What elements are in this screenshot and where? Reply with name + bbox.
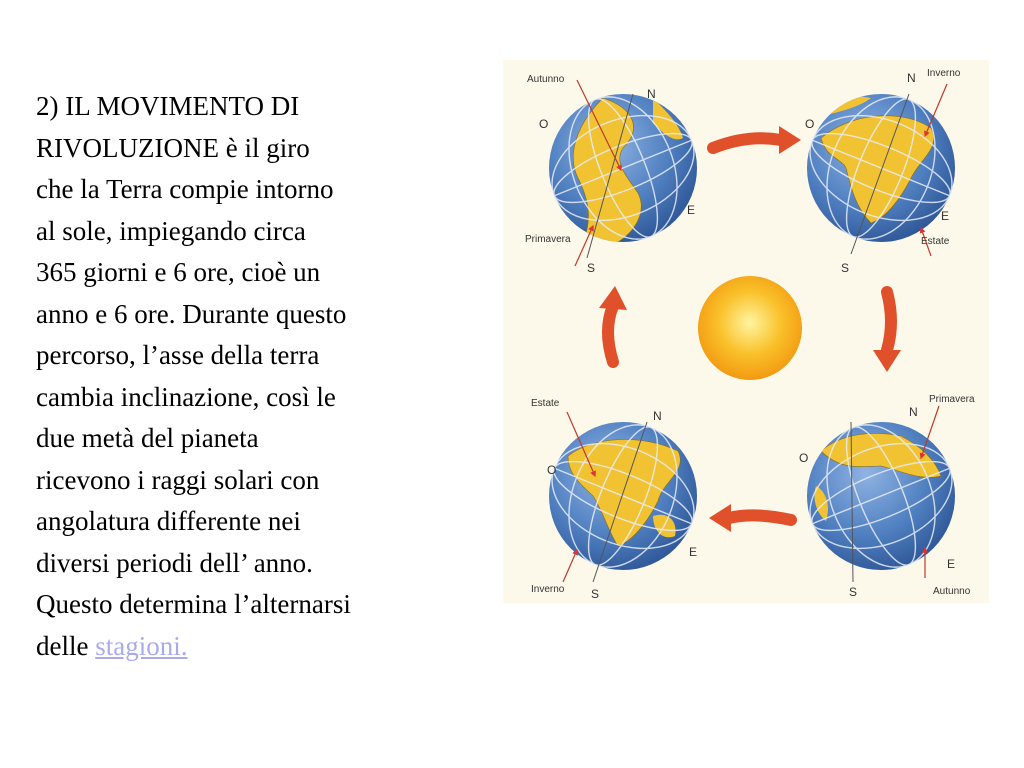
label-season-bottom: Estate bbox=[921, 236, 950, 247]
text-line-last bbox=[36, 626, 456, 668]
label-north: N bbox=[647, 87, 656, 101]
label-season-top: Inverno bbox=[927, 68, 961, 79]
label-east: E bbox=[947, 557, 956, 571]
label-west: O bbox=[799, 451, 809, 465]
last-line-prefix: delle bbox=[36, 630, 96, 661]
label-south: S bbox=[849, 585, 858, 599]
label-east: E bbox=[941, 209, 950, 223]
label-east: E bbox=[687, 203, 696, 217]
label-season-bottom: Inverno bbox=[531, 584, 565, 595]
label-west: O bbox=[805, 117, 815, 131]
arrow-right bbox=[873, 292, 901, 372]
globe-primavera bbox=[794, 394, 975, 599]
label-east: E bbox=[689, 545, 698, 559]
label-season-top: Autunno bbox=[527, 74, 565, 85]
label-west: O bbox=[539, 117, 549, 131]
label-north: N bbox=[907, 71, 916, 85]
text-line: anno e 6 ore. Durante questo bbox=[36, 298, 347, 329]
globe-autunno bbox=[525, 74, 710, 275]
label-season-top: Primavera bbox=[929, 394, 975, 405]
text-line: due metà del pianeta bbox=[36, 423, 259, 453]
text-line: ricevono i raggi solari con bbox=[36, 464, 320, 495]
text-line: 2) IL MOVIMENTO DI bbox=[36, 91, 300, 121]
label-south: S bbox=[587, 261, 596, 275]
text-line: cambia inclinazione, così le bbox=[36, 381, 336, 412]
description-text bbox=[36, 86, 456, 667]
text-line: che la Terra compie intorno bbox=[36, 174, 334, 204]
label-south: S bbox=[841, 261, 850, 275]
label-west: O bbox=[547, 463, 557, 477]
arrow-top bbox=[713, 126, 801, 154]
label-south: S bbox=[591, 587, 600, 601]
text-line: 365 giorni e 6 ore, cioè un bbox=[36, 257, 321, 287]
sun bbox=[698, 276, 802, 380]
text-line: al sole, impiegando circa bbox=[36, 215, 306, 246]
label-season-top: Estate bbox=[531, 398, 560, 409]
arrow-bottom bbox=[709, 504, 791, 532]
globe-estate bbox=[531, 398, 710, 601]
stagioni-link[interactable]: stagioni. bbox=[95, 630, 188, 661]
revolution-diagram-svg bbox=[503, 60, 989, 603]
text-line: Questo determina l’alternarsi bbox=[36, 589, 351, 619]
text-line: angolatura differente nei bbox=[36, 506, 301, 536]
arrow-left bbox=[599, 286, 627, 362]
label-north: N bbox=[653, 409, 662, 423]
text-line: percorso, l’asse della terra bbox=[36, 340, 320, 370]
text-line: RIVOLUZIONE è il giro bbox=[36, 132, 310, 163]
text-line: diversi periodi dell’ anno. bbox=[36, 547, 313, 578]
label-season-bottom: Primavera bbox=[525, 234, 571, 245]
revolution-diagram bbox=[503, 60, 989, 603]
label-season-bottom: Autunno bbox=[933, 586, 971, 597]
label-north: N bbox=[909, 405, 918, 419]
globe-inverno bbox=[794, 68, 967, 275]
